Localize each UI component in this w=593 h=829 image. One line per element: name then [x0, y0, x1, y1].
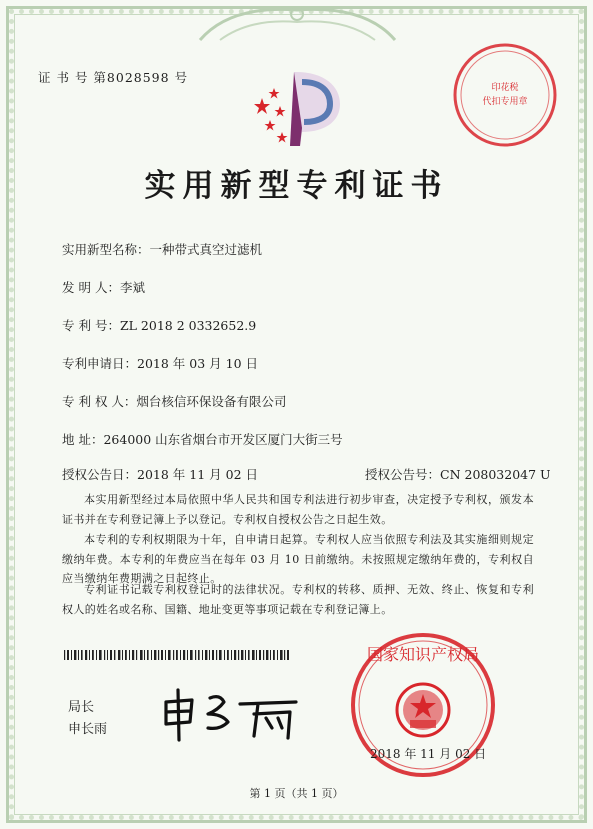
- page-number: 第 1 页（共 1 页）: [249, 787, 344, 800]
- field-grant-date: [62, 465, 258, 483]
- paragraph-term: 本专利的专利权期限为十年，自申请日起算。专利权人应当依照专利法及其实施细则规定缴纳年费。本专利的年费应当在每年 03 月 10 日前缴纳。未按照规定缴纳年费的，专利权自应当缴纳年费期满之日起终止。: [62, 533, 534, 585]
- value-patent-number: ZL 2018 2 0332652.9: [119, 318, 257, 333]
- value-announcement-number: CN 208032047 U: [440, 467, 551, 482]
- signatory-name: 申长雨: [68, 722, 108, 737]
- value-filing-date: 2018 年 03 月 10 日: [137, 356, 259, 371]
- certificate-title: 实用新型专利证书: [144, 168, 449, 204]
- paragraph-grant: 本实用新型经过本局依照中华人民共和国专利法进行初步审查，决定授予专利权，颁发本证书并在专利登记簿上予以登记。专利权自授权公告之日起生效。: [62, 493, 534, 526]
- handwritten-signature: [158, 684, 308, 744]
- label-address: 地 址：: [62, 432, 104, 447]
- field-patentee: [62, 392, 286, 410]
- value-inventor: 李斌: [119, 280, 145, 295]
- label-patent-number: 专 利 号：: [62, 318, 120, 333]
- seal-bottom-text: 国家知识产权局: [366, 645, 480, 664]
- seal-top-text: 印花税: [491, 83, 519, 93]
- field-address: [62, 430, 343, 448]
- value-address: 264000 山东省烟台市开发区厦门大街三号: [103, 432, 343, 447]
- barcode: [64, 650, 290, 660]
- label-inventor: 发 明 人：: [62, 280, 120, 295]
- paragraph-legal-status: 专利证书记载专利权登记时的法律状况。专利权的转移、质押、无效、终止、恢复和专利权人的姓名或名称、国籍、地址变更等事项记载在专利登记簿上。: [62, 583, 534, 616]
- field-patent-number: [62, 316, 256, 334]
- value-grant-date: 2018 年 11 月 02 日: [137, 467, 259, 482]
- tax-seal: [450, 40, 560, 150]
- field-announcement-number: [365, 465, 551, 483]
- value-utility-name: 一种带式真空过滤机: [149, 242, 263, 257]
- value-patentee: 烟台核信环保设备有限公司: [136, 394, 287, 409]
- label-patentee: 专 利 权 人：: [62, 394, 137, 409]
- label-grant-date: 授权公告日：: [62, 467, 138, 482]
- svg-text:代扣专用章: 代扣专用章: [482, 97, 528, 107]
- top-ornament: [190, 0, 405, 46]
- seal-date: 2018 年 11 月 02 日: [370, 747, 487, 761]
- cnipa-logo-icon: [244, 68, 349, 148]
- label-utility-name: 实用新型名称：: [62, 242, 150, 257]
- label-announcement-number: 授权公告号：: [365, 467, 441, 482]
- field-utility-name: [62, 240, 262, 258]
- signatory-title: 局长: [68, 700, 95, 715]
- certificate-number: 证 书 号 第8028598 号: [38, 70, 189, 85]
- label-filing-date: 专利申请日：: [62, 356, 138, 371]
- field-filing-date: [62, 354, 258, 372]
- field-inventor: [62, 278, 145, 296]
